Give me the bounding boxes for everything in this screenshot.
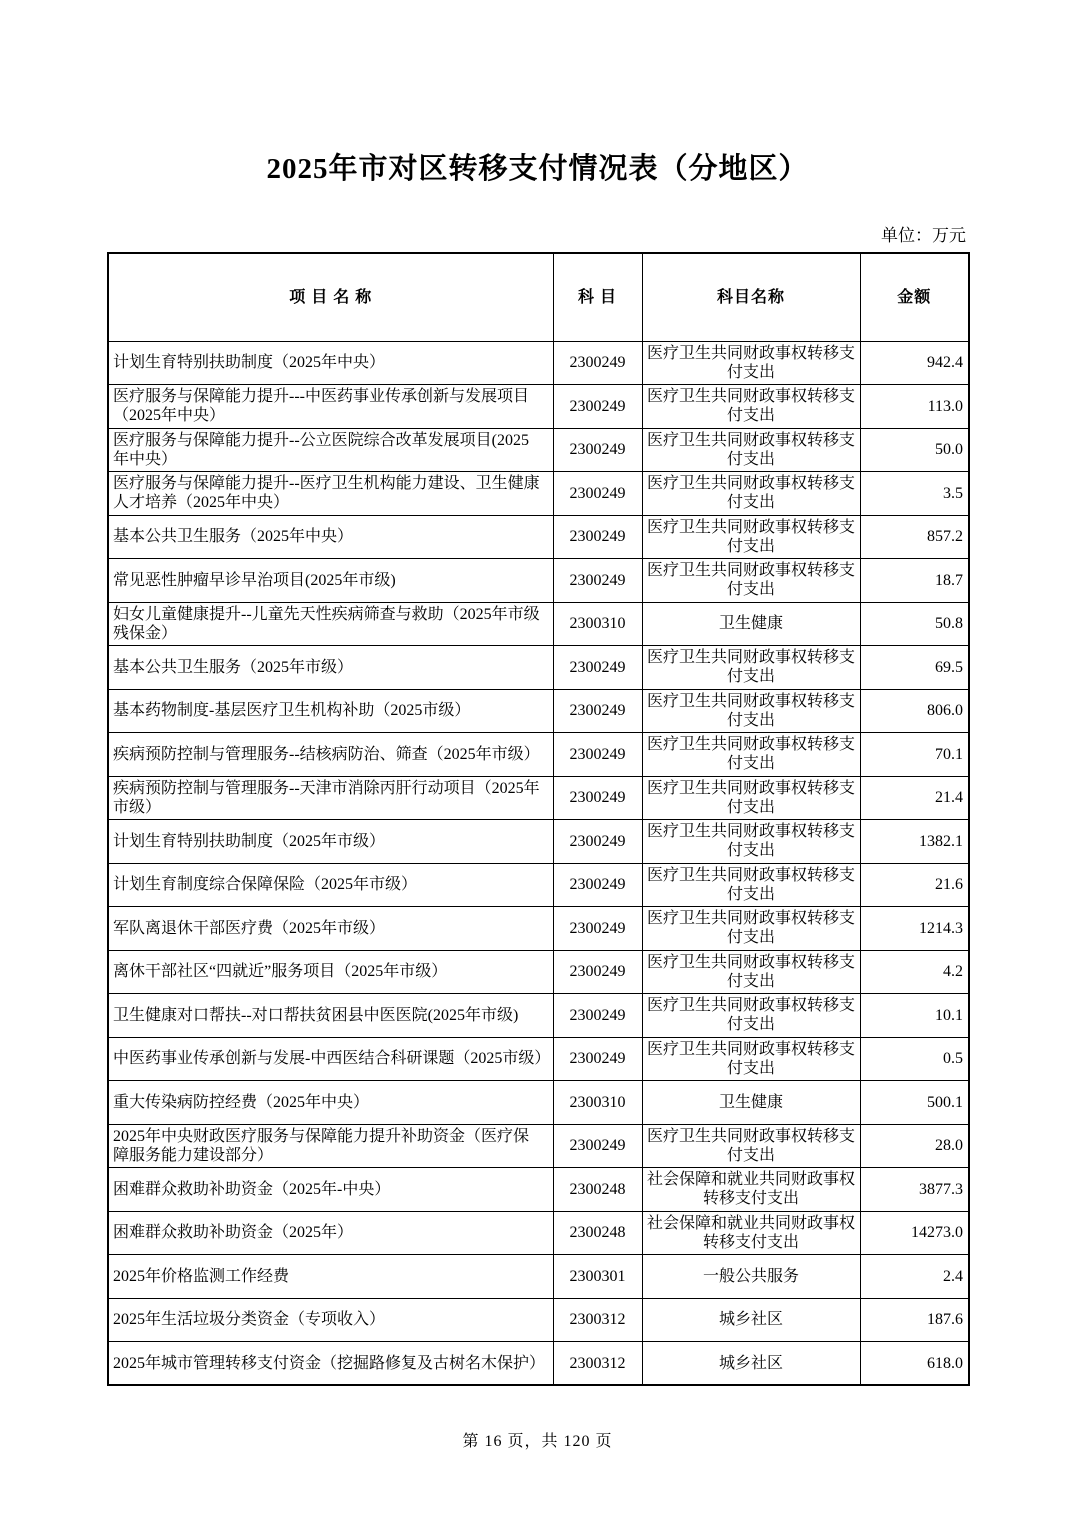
subject-name-cell: 医疗卫生共同财政事权转移支付支出 — [642, 515, 860, 559]
amount-cell: 857.2 — [860, 515, 969, 559]
subject-code-cell: 2300249 — [553, 385, 642, 429]
table-row — [108, 428, 969, 472]
project-name-cell: 中医药事业传承创新与发展-中西医结合科研课题（2025市级） — [108, 1037, 553, 1081]
project-name-cell: 重大传染病防控经费（2025年中央） — [108, 1081, 553, 1125]
table-row — [108, 1081, 969, 1125]
project-name-cell: 2025年价格监测工作经费 — [108, 1255, 553, 1299]
table-row — [108, 646, 969, 690]
project-name-cell: 计划生育制度综合保障保险（2025年市级） — [108, 863, 553, 907]
project-name-cell: 妇女儿童健康提升--儿童先天性疾病筛查与救助（2025年市级残保金） — [108, 602, 553, 646]
subject-code-cell: 2300249 — [553, 907, 642, 951]
subject-code-cell: 2300312 — [553, 1342, 642, 1386]
subject-code-cell: 2300310 — [553, 602, 642, 646]
amount-cell: 21.6 — [860, 863, 969, 907]
table-row — [108, 559, 969, 603]
subject-code-cell: 2300301 — [553, 1255, 642, 1299]
amount-cell: 18.7 — [860, 559, 969, 603]
project-name-cell: 基本公共卫生服务（2025年市级） — [108, 646, 553, 690]
subject-code-cell: 2300249 — [553, 341, 642, 385]
project-name-cell: 离休干部社区“四就近”服务项目（2025年市级） — [108, 950, 553, 994]
amount-cell: 10.1 — [860, 994, 969, 1038]
subject-name-cell: 医疗卫生共同财政事权转移支付支出 — [642, 689, 860, 733]
table-header-row — [108, 253, 969, 341]
amount-cell: 14273.0 — [860, 1211, 969, 1255]
project-name-cell: 2025年城市管理转移支付资金（挖掘路修复及古树名木保护） — [108, 1342, 553, 1386]
table-row — [108, 1255, 969, 1299]
table-row — [108, 341, 969, 385]
subject-name-cell: 医疗卫生共同财政事权转移支付支出 — [642, 385, 860, 429]
subject-name-cell: 医疗卫生共同财政事权转移支付支出 — [642, 994, 860, 1038]
project-name-cell: 常见恶性肿瘤早诊早治项目(2025年市级) — [108, 559, 553, 603]
subject-name-cell: 卫生健康 — [642, 1081, 860, 1125]
table-row — [108, 733, 969, 777]
table-row — [108, 689, 969, 733]
subject-name-cell: 医疗卫生共同财政事权转移支付支出 — [642, 472, 860, 516]
subject-code-cell: 2300248 — [553, 1211, 642, 1255]
project-name-cell: 困难群众救助补助资金（2025年） — [108, 1211, 553, 1255]
subject-code-cell: 2300249 — [553, 820, 642, 864]
page-title: 2025年市对区转移支付情况表（分地区） — [266, 153, 809, 185]
table-row — [108, 950, 969, 994]
project-name-cell: 医疗服务与保障能力提升--医疗卫生机构能力建设、卫生健康人才培养（2025年中央） — [108, 472, 553, 516]
amount-cell: 187.6 — [860, 1298, 969, 1342]
table-row — [108, 1037, 969, 1081]
amount-cell: 942.4 — [860, 341, 969, 385]
subject-name-cell: 医疗卫生共同财政事权转移支付支出 — [642, 820, 860, 864]
subject-code-cell: 2300249 — [553, 733, 642, 777]
subject-name-cell: 城乡社区 — [642, 1298, 860, 1342]
amount-cell: 70.1 — [860, 733, 969, 777]
amount-cell: 1382.1 — [860, 820, 969, 864]
project-name-cell: 基本药物制度-基层医疗卫生机构补助（2025市级） — [108, 689, 553, 733]
table-row — [108, 1342, 969, 1386]
project-name-cell: 疾病预防控制与管理服务--结核病防治、筛查（2025年市级） — [108, 733, 553, 777]
col-header-subject-code: 科 目 — [553, 253, 642, 341]
amount-cell: 806.0 — [860, 689, 969, 733]
project-name-cell: 计划生育特别扶助制度（2025年市级） — [108, 820, 553, 864]
unit-label: 单位：万元 — [881, 226, 966, 245]
project-name-cell: 卫生健康对口帮扶--对口帮扶贫困县中医医院(2025年市级) — [108, 994, 553, 1038]
amount-cell: 2.4 — [860, 1255, 969, 1299]
amount-cell: 28.0 — [860, 1124, 969, 1168]
subject-name-cell: 城乡社区 — [642, 1342, 860, 1386]
table-row — [108, 907, 969, 951]
project-name-cell: 基本公共卫生服务（2025年中央） — [108, 515, 553, 559]
project-name-cell: 困难群众救助补助资金（2025年-中央） — [108, 1168, 553, 1212]
subject-name-cell: 医疗卫生共同财政事权转移支付支出 — [642, 907, 860, 951]
table-row — [108, 1168, 969, 1212]
subject-name-cell: 社会保障和就业共同财政事权转移支付支出 — [642, 1168, 860, 1212]
subject-name-cell: 医疗卫生共同财政事权转移支付支出 — [642, 733, 860, 777]
table-row — [108, 1211, 969, 1255]
col-header-project-name: 项 目 名 称 — [108, 253, 553, 341]
subject-name-cell: 一般公共服务 — [642, 1255, 860, 1299]
subject-name-cell: 医疗卫生共同财政事权转移支付支出 — [642, 428, 860, 472]
project-name-cell: 医疗服务与保障能力提升---中医药事业传承创新与发展项目（2025年中央） — [108, 385, 553, 429]
amount-cell: 618.0 — [860, 1342, 969, 1386]
subject-code-cell: 2300249 — [553, 776, 642, 820]
subject-name-cell: 医疗卫生共同财政事权转移支付支出 — [642, 341, 860, 385]
table-row — [108, 1298, 969, 1342]
subject-name-cell: 医疗卫生共同财政事权转移支付支出 — [642, 950, 860, 994]
subject-code-cell: 2300249 — [553, 1037, 642, 1081]
subject-name-cell: 医疗卫生共同财政事权转移支付支出 — [642, 863, 860, 907]
subject-code-cell: 2300248 — [553, 1168, 642, 1212]
subject-code-cell: 2300249 — [553, 950, 642, 994]
table-row — [108, 776, 969, 820]
amount-cell: 500.1 — [860, 1081, 969, 1125]
subject-name-cell: 医疗卫生共同财政事权转移支付支出 — [642, 1124, 860, 1168]
project-name-cell: 医疗服务与保障能力提升--公立医院综合改革发展项目(2025年中央） — [108, 428, 553, 472]
subject-name-cell: 医疗卫生共同财政事权转移支付支出 — [642, 646, 860, 690]
subject-name-cell: 医疗卫生共同财政事权转移支付支出 — [642, 559, 860, 603]
subject-code-cell: 2300249 — [553, 646, 642, 690]
amount-cell: 50.0 — [860, 428, 969, 472]
subject-name-cell: 医疗卫生共同财政事权转移支付支出 — [642, 1037, 860, 1081]
project-name-cell: 2025年中央财政医疗服务与保障能力提升补助资金（医疗保障服务能力建设部分） — [108, 1124, 553, 1168]
table-row — [108, 863, 969, 907]
subject-code-cell: 2300249 — [553, 689, 642, 733]
amount-cell: 113.0 — [860, 385, 969, 429]
table-row — [108, 820, 969, 864]
col-header-subject-name: 科目名称 — [642, 253, 860, 341]
subject-code-cell: 2300249 — [553, 994, 642, 1038]
subject-code-cell: 2300249 — [553, 428, 642, 472]
page-content — [107, 0, 968, 1520]
project-name-cell: 计划生育特别扶助制度（2025年中央） — [108, 341, 553, 385]
subject-code-cell: 2300249 — [553, 515, 642, 559]
subject-code-cell: 2300312 — [553, 1298, 642, 1342]
col-header-amount: 金额 — [860, 253, 969, 341]
amount-cell: 21.4 — [860, 776, 969, 820]
amount-cell: 50.8 — [860, 602, 969, 646]
project-name-cell: 疾病预防控制与管理服务--天津市消除丙肝行动项目（2025年市级） — [108, 776, 553, 820]
amount-cell: 0.5 — [860, 1037, 969, 1081]
amount-cell: 3877.3 — [860, 1168, 969, 1212]
table-row — [108, 515, 969, 559]
table-row — [108, 994, 969, 1038]
subject-name-cell: 卫生健康 — [642, 602, 860, 646]
subject-code-cell: 2300249 — [553, 559, 642, 603]
amount-cell: 4.2 — [860, 950, 969, 994]
table-row — [108, 1124, 969, 1168]
subject-name-cell: 社会保障和就业共同财政事权转移支付支出 — [642, 1211, 860, 1255]
amount-cell: 1214.3 — [860, 907, 969, 951]
table-row — [108, 385, 969, 429]
amount-cell: 3.5 — [860, 472, 969, 516]
transfer-payment-table — [107, 252, 970, 1386]
table-body — [108, 341, 969, 1385]
page-number: 第 16 页，共 120 页 — [462, 1433, 613, 1450]
project-name-cell: 2025年生活垃圾分类资金（专项收入） — [108, 1298, 553, 1342]
subject-code-cell: 2300249 — [553, 863, 642, 907]
table-row — [108, 472, 969, 516]
table-row — [108, 602, 969, 646]
amount-cell: 69.5 — [860, 646, 969, 690]
project-name-cell: 军队离退休干部医疗费（2025年市级） — [108, 907, 553, 951]
subject-code-cell: 2300310 — [553, 1081, 642, 1125]
subject-name-cell: 医疗卫生共同财政事权转移支付支出 — [642, 776, 860, 820]
subject-code-cell: 2300249 — [553, 1124, 642, 1168]
subject-code-cell: 2300249 — [553, 472, 642, 516]
